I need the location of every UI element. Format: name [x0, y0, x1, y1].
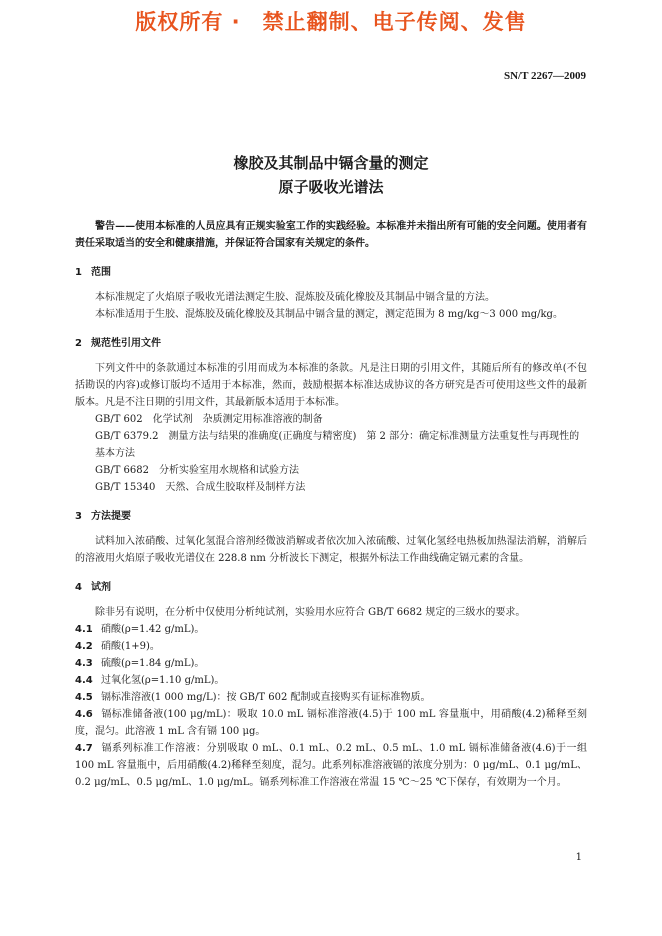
title-line-2: 原子吸收光谱法 [278, 178, 384, 196]
title-line-1: 橡胶及其制品中镉含量的测定 [233, 154, 429, 172]
warning-paragraph: 警告——使用本标准的人员应具有正规实验室工作的实践经验。本标准并未指出所有可能的安全问题。使用者有责任采取适当的安全和健康措施，并保证符合国家有关规定的条件。 [75, 221, 587, 249]
scope-paragraph-2: 本标准适用于生胶、混炼胶及硫化橡胶及其制品中镉含量的测定，测定范围为 8 mg/kg～3 000 mg/kg。 [95, 309, 563, 320]
reagent-item [75, 706, 587, 740]
reference-title: 化学试剂 杂质测定用标准溶液的制备 [152, 414, 323, 425]
reference-code: GB/T 6682 [95, 465, 150, 476]
section-number: 2 [75, 338, 82, 349]
reagents-intro: 除非另有说明，在分析中仅使用分析纯试剂，实验用水应符合 GB/T 6682 规定的三级水的要求。 [95, 607, 526, 618]
reference-title: 分析实验室用水规格和试验方法 [159, 465, 300, 476]
standard-number: SN/T 2267—2009 [503, 70, 586, 82]
reagent-item [75, 621, 587, 638]
references-intro: 下列文件中的条款通过本标准的引用而成为本标准的条款。凡是注日期的引用文件，其随后所有的修改单(不包括勘误的内容)或修订版均不适用于本标准，然而，鼓励根据本标准达成协议的各方研究是否可使用这些文件的最新版本。凡是不注日期的引用文件，其最新版本适用于本标准。 [75, 363, 587, 408]
page-number: 1 [575, 852, 582, 863]
reagent-item [75, 689, 587, 706]
reagent-text: 镉标准溶液(1 000 mg/L)：按 GB/T 602 配制或直接购买有证标准物质。 [101, 692, 431, 703]
section-title: 方法提要 [91, 511, 131, 522]
reagent-text: 硝酸(1+9)。 [101, 641, 160, 652]
section-number: 1 [75, 267, 82, 278]
reference-code: GB/T 15340 [95, 482, 156, 493]
reference-item [75, 462, 587, 479]
body-content [75, 218, 587, 791]
section-number: 3 [75, 511, 82, 522]
reagent-number: 4.2 [75, 641, 93, 652]
section-title: 试剂 [91, 582, 111, 593]
reference-item [75, 479, 587, 496]
method-summary-paragraph: 试料加入浓硝酸、过氧化氢混合溶剂经微波消解或者依次加入浓硫酸、过氧化氢经电热板加热湿法消解，消解后的溶液用火焰原子吸收光谱仪在 228.8 nm 分析波长下测定，根据外标法工作曲线确定镉元素的含量。 [75, 536, 587, 564]
reference-title: 天然、合成生胶取样及制样方法 [165, 482, 306, 493]
copyright-banner: 版权所有 · 禁止翻制、电子传阅、发售 [135, 10, 527, 34]
reagent-number: 4.3 [75, 658, 93, 669]
reference-item [75, 428, 587, 462]
reference-item [75, 411, 587, 428]
reagent-item [75, 655, 587, 672]
section-4-heading [75, 579, 587, 596]
section-title: 范围 [91, 267, 111, 278]
reagent-item [75, 638, 587, 655]
reagent-number: 4.4 [75, 675, 93, 686]
section-3-heading [75, 508, 587, 525]
scope-paragraph-1: 本标准规定了火焰原子吸收光谱法测定生胶、混炼胶及硫化橡胶及其制品中镉含量的方法。 [95, 292, 495, 303]
reagent-number: 4.7 [75, 743, 93, 754]
reagent-number: 4.6 [75, 709, 93, 720]
section-title: 规范性引用文件 [91, 338, 161, 349]
section-2-heading [75, 335, 587, 352]
reference-title: 测量方法与结果的准确度(正确度与精密度) 第 2 部分：确定标准测量方法重复性与再现性的基本方法 [95, 431, 580, 459]
reagent-text: 镉系列标准工作溶液：分别吸取 0 mL、0.1 mL、0.2 mL、0.5 mL、1.0 mL 镉标准储备液(4.6)于一组 100 mL 容量瓶中，后用硝酸(4.2)稀释至刻度，混匀。此系列标准溶液镉的浓度分别为：0 μg/mL、0.1 μg/mL、0.2 μg/mL、0.5 μg/mL、1.0 μg/mL。镉系列标准工作溶液在常温 15 ℃～25 ℃下保存，有效期为一个月。 [75, 743, 587, 788]
section-number: 4 [75, 582, 82, 593]
reference-code: GB/T 602 [95, 414, 143, 425]
reagent-item [75, 740, 587, 791]
reagent-text: 硝酸(ρ=1.42 g/mL)。 [101, 624, 205, 635]
reagent-text: 镉标准储备液(100 μg/mL)：吸取 10.0 mL 镉标准溶液(4.5)于 100 mL 容量瓶中，用硝酸(4.2)稀释至刻度，混匀。此溶液 1 mL 含有镉 100 μg。 [75, 709, 587, 737]
section-1-heading [75, 264, 587, 281]
reagent-number: 4.5 [75, 692, 93, 703]
reagent-item [75, 672, 587, 689]
reagent-number: 4.1 [75, 624, 93, 635]
reference-code: GB/T 6379.2 [95, 431, 159, 442]
reagent-text: 过氧化氢(ρ=1.10 g/mL)。 [101, 675, 225, 686]
reagent-text: 硫酸(ρ=1.84 g/mL)。 [101, 658, 205, 669]
